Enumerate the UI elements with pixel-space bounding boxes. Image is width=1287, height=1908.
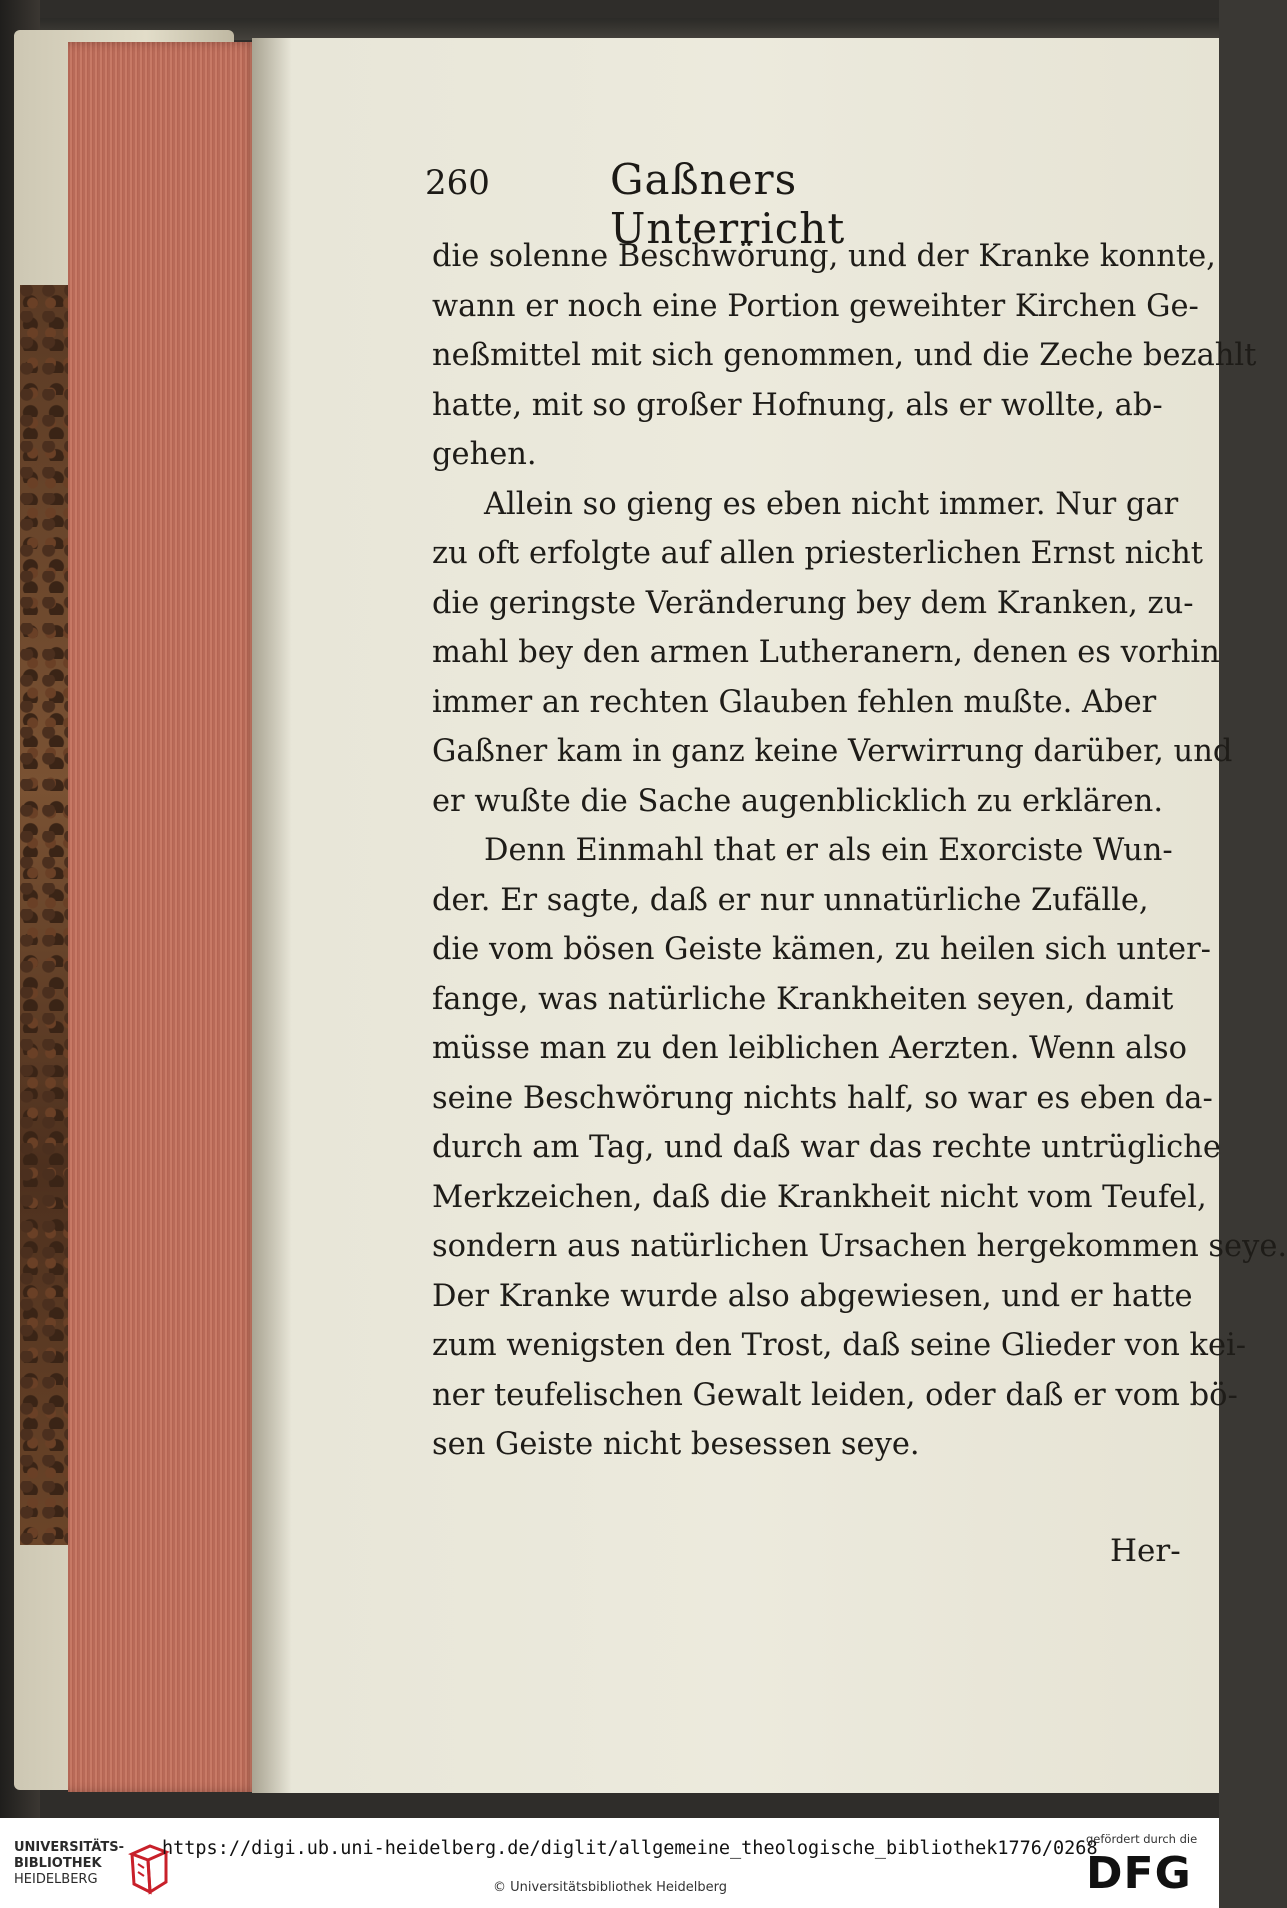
text-line: Denn Einmahl that er als ein Exorciste Wun- (484, 833, 1173, 868)
text-line: neßmittel mit sich genommen, und die Zeche bezahlt (432, 338, 1257, 373)
text-line: die geringste Veränderung bey dem Kranken, zu- (432, 585, 1194, 621)
permalink-url[interactable]: https://digi.ub.uni-heidelberg.de/diglit/allgemeine_theologische_bibliothek1776/0268 (162, 1838, 1098, 1859)
text-line: seine Beschwörung nichts half, so war es eben da- (432, 1080, 1213, 1116)
page-block-edge (68, 42, 258, 1792)
paragraph (432, 232, 1257, 480)
funding-note: gefördert durch die (1086, 1832, 1198, 1846)
text-line: sen Geiste nicht besessen seye. (432, 1427, 920, 1462)
running-title: Gaßners Unterricht (610, 155, 846, 253)
dfg-logo-text: DFG (1086, 1848, 1192, 1899)
text-line: sondern aus natürlichen Ursachen hergekommen seye. (432, 1229, 1287, 1264)
funder-logo[interactable] (1080, 1832, 1210, 1900)
viewer-footer (0, 1818, 1219, 1908)
body-text (432, 232, 1287, 1470)
paragraph (432, 826, 1287, 1470)
text-line: mahl bey den armen Lutheranern, denen es vorhin (432, 635, 1220, 670)
page-header (425, 155, 985, 253)
text-line: die solenne Beschwörung, und der Kranke konnte, (432, 239, 1216, 274)
text-line: Der Kranke wurde also abgewiesen, und er hatte (432, 1278, 1193, 1314)
text-line: der. Er sagte, daß er nur unnatürliche Zufälle, (432, 882, 1149, 918)
copyright-note: © Universitätsbibliothek Heidelberg (493, 1880, 728, 1895)
text-line: durch am Tag, und daß war das rechte untrügliche (432, 1130, 1221, 1165)
library-name-line1: UNIVERSITÄTS- (14, 1840, 124, 1855)
page-number: 260 (425, 163, 490, 203)
paragraph (432, 480, 1233, 827)
text-line: Gaßner kam in ganz keine Verwirrung darüber, und (432, 734, 1233, 769)
library-logo[interactable] (14, 1840, 174, 1896)
text-line: Allein so gieng es eben nicht immer. Nur gar (484, 486, 1179, 522)
text-line: hatte, mit so großer Hofnung, als er wollte, ab- (432, 387, 1163, 423)
text-line: Merkzeichen, daß die Krankheit nicht vom Teufel, (432, 1179, 1207, 1215)
text-line: wann er noch eine Portion geweihter Kirchen Ge- (432, 288, 1199, 324)
text-line: fange, was natürliche Krankheiten seyen, damit (432, 981, 1174, 1017)
text-line: müsse man zu den leiblichen Aerzten. Wenn also (432, 1031, 1187, 1066)
library-name-line2: BIBLIOTHEK (14, 1856, 102, 1871)
text-line: gehen. (432, 437, 537, 472)
marbled-endpaper (20, 285, 70, 1545)
text-line: die vom bösen Geiste kämen, zu heilen sich unter- (432, 932, 1211, 967)
text-line: ner teufelischen Gewalt leiden, oder daß er vom bö- (432, 1377, 1238, 1413)
library-name-line3: HEIDELBERG (14, 1872, 98, 1887)
text-line: zum wenigsten den Trost, daß seine Glieder von kei- (432, 1328, 1247, 1363)
text-line: zu oft erfolgte auf allen priesterlichen Ernst nicht (432, 536, 1204, 571)
gutter-shadow (252, 38, 292, 1793)
text-line: er wußte die Sache augenblicklich zu erklären. (432, 783, 1164, 819)
text-line: immer an rechten Glauben fehlen mußte. Aber (432, 684, 1157, 720)
catchword: Her- (1110, 1533, 1181, 1569)
library-name (14, 1840, 124, 1888)
